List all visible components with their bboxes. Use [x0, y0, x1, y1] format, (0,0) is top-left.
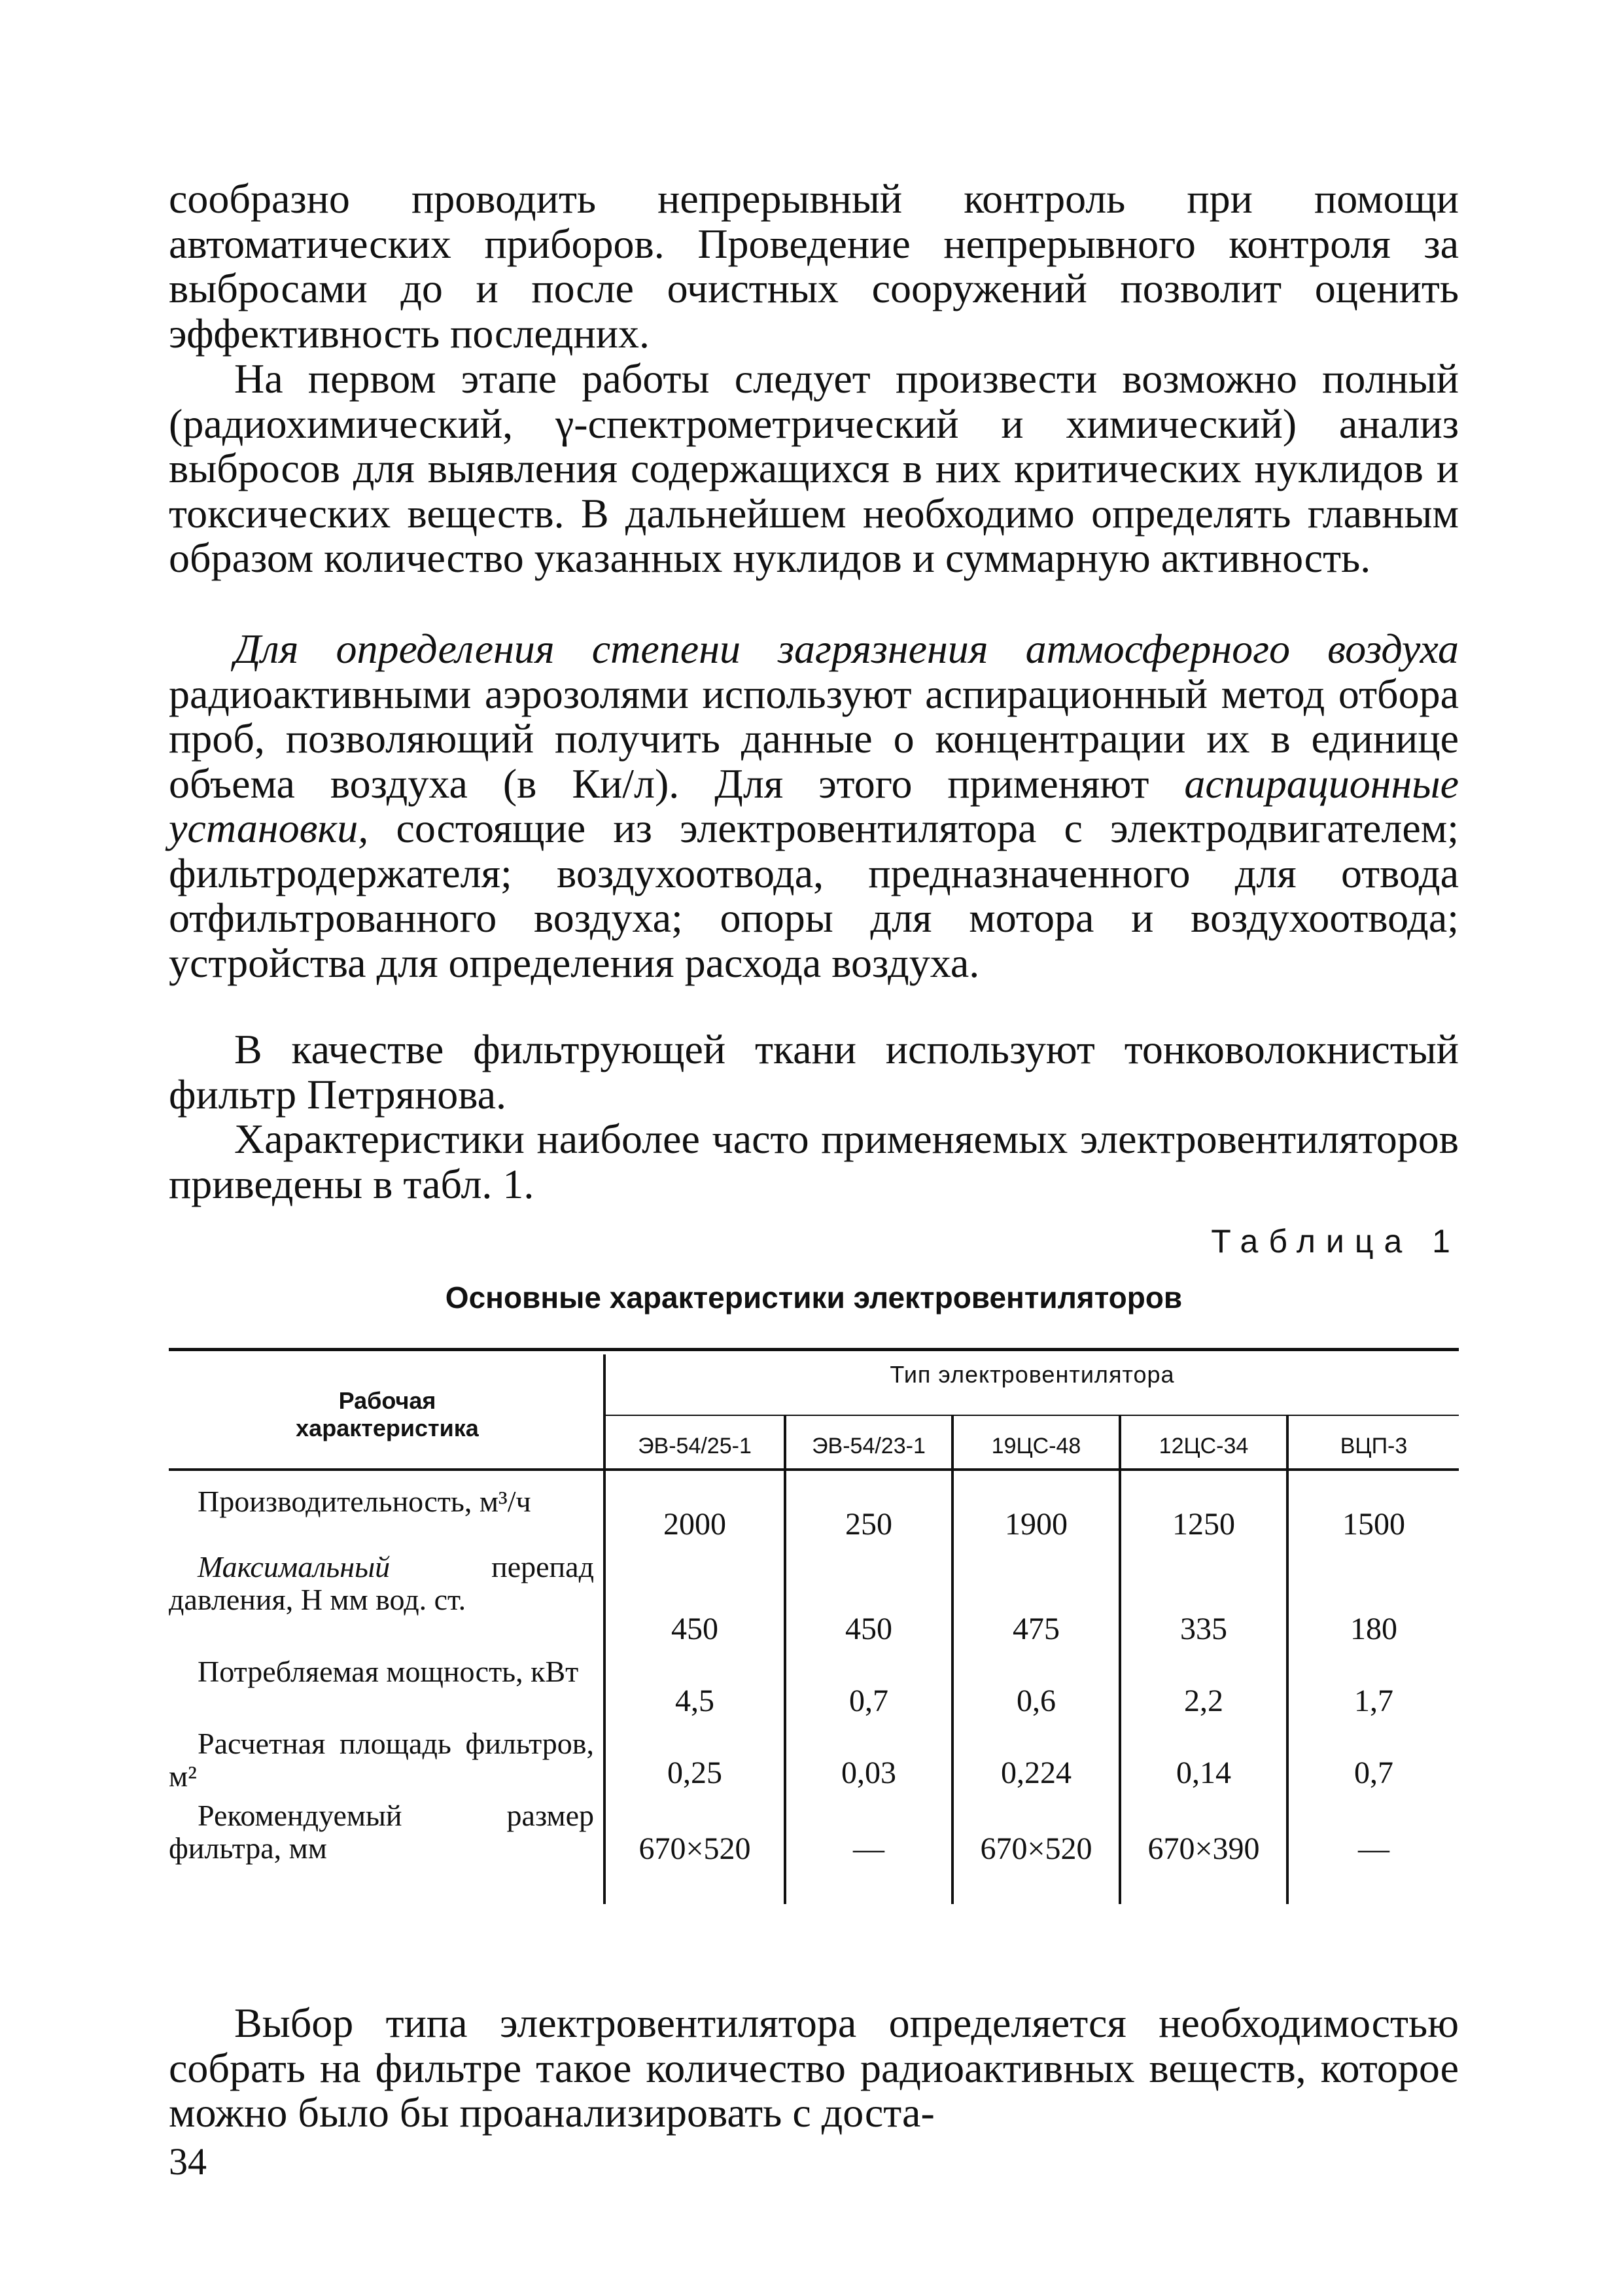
table-cell: 180 [1350, 1612, 1397, 1646]
table-row-label [169, 1799, 594, 1865]
column-header: ЭВ-54/25-1 [638, 1434, 752, 1458]
table-cell: 2000 [663, 1507, 726, 1542]
table-cell: 450 [845, 1612, 892, 1646]
table-row-label [169, 1655, 594, 1688]
column-header: ВЦП-3 [1340, 1434, 1408, 1458]
paragraph-2-text: На первом этапе работы следует произвести возможно полный (радиохимический, γ-спектрометрический и химический) анализ выбросов для выявления содержащихся в них критических нуклидов и токсических веществ. В дальнейшем необходимо определять главным образом количество указанных нуклидов и суммарную активность. [169, 355, 1459, 581]
table-cell: 0,224 [1001, 1756, 1072, 1790]
table-cell: 0,14 [1176, 1756, 1231, 1790]
table-cell: 335 [1180, 1612, 1227, 1646]
paragraph-4-text: В качестве фильтрующей ткани используют тонковолокнистый фильтр Петрянова. [169, 1026, 1459, 1118]
table-cell: 2,2 [1184, 1684, 1223, 1718]
table-cell: 450 [671, 1612, 718, 1646]
row-label-text: перепад давления, Н мм вод. ст. [169, 1550, 594, 1616]
table-cell: 1900 [1005, 1507, 1068, 1542]
table-cell: 4,5 [675, 1684, 714, 1718]
table-title: Основные характеристики электровентиляторов [445, 1280, 1183, 1315]
paragraph-1: сообразно проводить непрерывный контроль при помощи автоматических приборов. Проведение непрерывного контроля за выбросами до и после очистных сооружений позволит оценить эффективность последних. [169, 175, 1459, 357]
paragraph-6 [169, 2001, 1459, 2136]
table-top-rule [169, 1348, 1459, 1351]
column-header: 12ЦС-34 [1159, 1434, 1249, 1458]
table-cell: 670×520 [638, 1831, 751, 1866]
characteristics-table [169, 1348, 1459, 1904]
table-cell: 475 [1013, 1612, 1060, 1646]
table-cell: 0,03 [841, 1756, 896, 1790]
paragraph-3-italic-lead: Для определения степени загрязнения атмосферного воздуха [234, 626, 1459, 672]
table-cell: 670×390 [1147, 1831, 1260, 1866]
row-label-text: Производительность, м³/ч [198, 1485, 531, 1518]
page-number: 34 [169, 2140, 207, 2183]
paragraph-5-text: Характеристики наиболее часто применяемых электровентиляторов приведены в табл. 1. [169, 1116, 1459, 1207]
table-cell: — [1358, 1831, 1389, 1866]
table-header-rule [169, 1468, 1459, 1471]
paragraph-2 [169, 357, 1459, 581]
table-row-label [169, 1485, 594, 1518]
row-header-line-1: Рабочая [338, 1387, 436, 1414]
paragraph-3-text-b: состоящие из электровентилятора с электродвигателем; фильтродержателя; воздухоотвода, предназначенного для отвода отфильтрованного воздуха; опоры для мотора и воздухоотвода; устройства для определения расхода воздуха. [169, 805, 1459, 986]
row-label-italic: Максимальный [198, 1550, 391, 1583]
row-header [169, 1387, 606, 1442]
row-label-text: Рекомендуемый размер фильтра, мм [169, 1799, 594, 1865]
paragraph-4 [169, 1027, 1459, 1117]
table-cell: 1500 [1342, 1507, 1405, 1542]
table-cell: 0,6 [1017, 1684, 1056, 1718]
table-cell: 0,7 [1354, 1756, 1393, 1790]
table-cell: 1,7 [1354, 1684, 1393, 1718]
paragraph-3-text-a: радиоактивными аэрозолями используют аспирационный метод отбора проб, позволяющий получить данные о концентрации их в единице объема воздуха (в Ки/л). Для этого применяют [169, 670, 1459, 807]
paragraph-6-text: Выбор типа электровентилятора определяется необходимостью собрать на фильтре такое количество радиоактивных веществ, которое можно было бы проанализировать с доста- [169, 2000, 1459, 2136]
table-row-label [169, 1551, 594, 1616]
paragraph-3 [169, 627, 1459, 985]
table-cell: 670×520 [980, 1831, 1092, 1866]
table-cell: 0,25 [667, 1756, 722, 1790]
table-cell: — [853, 1831, 884, 1866]
row-header-line-2: характеристика [296, 1415, 479, 1441]
paragraph-3-italic-term: аспирационные установки, [169, 760, 1459, 851]
column-header: 19ЦС-48 [991, 1434, 1081, 1458]
paragraph-5 [169, 1117, 1459, 1207]
row-label-text: Потребляемая мощность, кВт [198, 1655, 579, 1688]
column-group-header: Тип электровентилятора [890, 1361, 1175, 1388]
table-number: Таблица 1 [1211, 1223, 1461, 1260]
column-header: ЭВ-54/23-1 [812, 1434, 926, 1458]
row-label-text: Расчетная площадь фильтров, м² [169, 1727, 594, 1793]
table-row-label [169, 1727, 594, 1793]
table-subheader-rule [606, 1415, 1459, 1416]
table-cell: 250 [845, 1507, 892, 1542]
table-cell: 0,7 [849, 1684, 888, 1718]
table-cell: 1250 [1172, 1507, 1235, 1542]
